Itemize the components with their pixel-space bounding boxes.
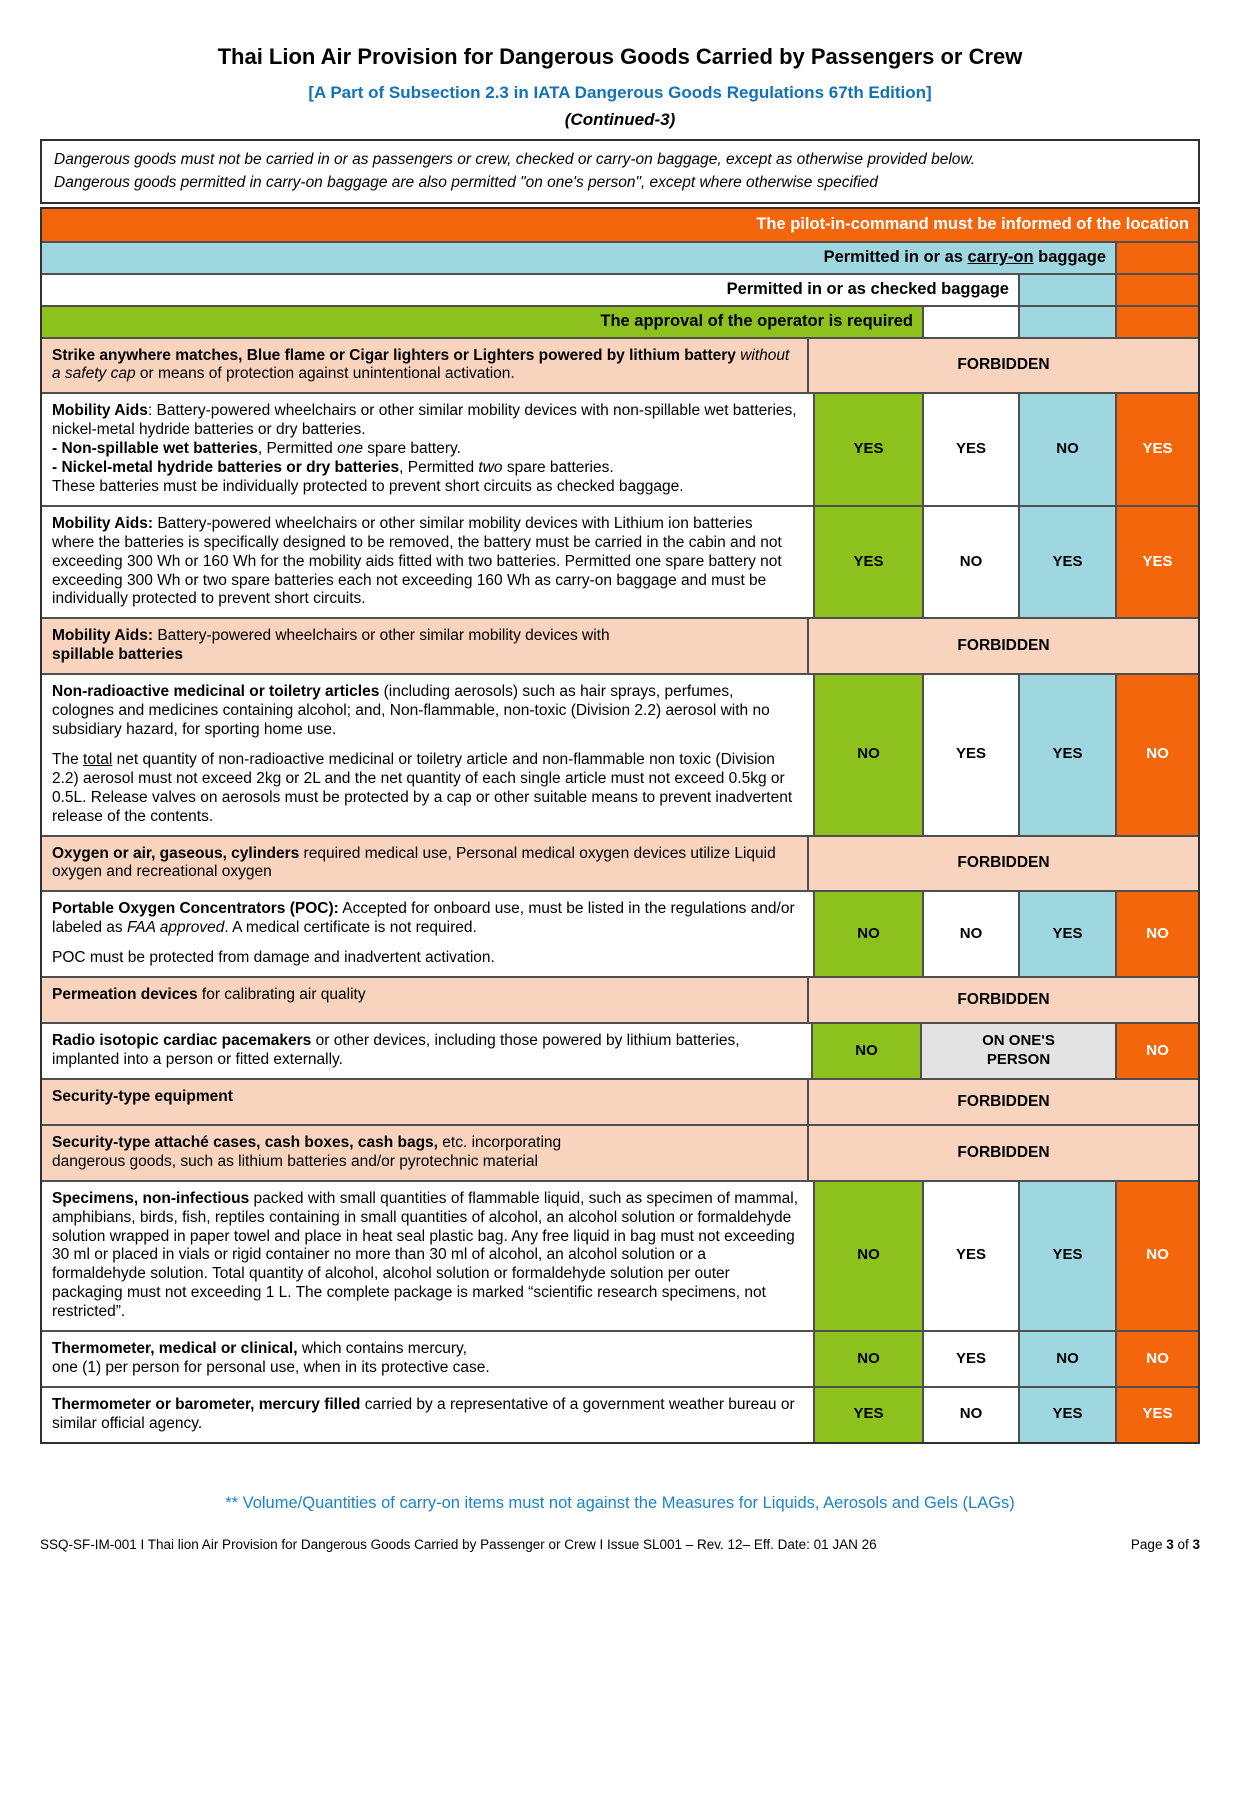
row-description-text: , Permitted	[257, 440, 338, 458]
row-description-text: Radio isotopic cardiac pacemakers	[52, 1032, 312, 1050]
value-cell-plain	[922, 394, 1018, 505]
value-label: YES	[955, 440, 986, 458]
table-row	[42, 1330, 1198, 1386]
row-description-text: Security-type attaché cases, cash boxes, cash bags,	[52, 1133, 438, 1151]
intro-note-box	[40, 139, 1200, 204]
footer-page-text: Page	[1130, 1536, 1167, 1552]
value-cell-plain	[922, 892, 1018, 976]
row-description	[42, 1080, 807, 1124]
row-description	[42, 619, 807, 673]
table-row	[42, 835, 1198, 891]
value-cell-orange	[1115, 394, 1198, 505]
row-description-text: Battery-powered wheelchairs or other similar mobility devices with	[153, 627, 610, 645]
row-description-text: dangerous goods, such as lithium batteries and/or pyrotechnic material	[52, 1152, 538, 1170]
value-label: NO	[857, 1349, 880, 1367]
row-description-text: The	[52, 750, 84, 768]
footer-page-text: 3	[1192, 1536, 1200, 1552]
row-description	[42, 339, 807, 393]
value-cell-plain	[922, 507, 1018, 618]
row-description-text: : Battery-powered wheelchairs or other similar mobility devices with non-spillable wet batteries, nickel-metal hydride batteries or dry batteries.	[52, 402, 797, 439]
header-bar-blue	[42, 243, 1115, 273]
row-description-text: Mobility Aids:	[52, 627, 154, 645]
document-page	[0, 44, 1241, 1799]
value-label: YES	[955, 1246, 986, 1264]
row-description-text: FAA approved	[126, 919, 225, 937]
row-description	[42, 837, 807, 891]
row-description-paragraph	[52, 402, 799, 497]
header-bar-blue-text: Permitted in or as	[823, 248, 968, 266]
row-description-text: one (1) per person for personal use, when in its protective case.	[52, 1358, 490, 1376]
row-description	[42, 1024, 811, 1078]
value-cell-green	[813, 892, 922, 976]
row-description-text: POC must be protected from damage and inadvertent activation.	[52, 949, 495, 967]
row-description-text: Thermometer, medical or clinical,	[52, 1340, 298, 1358]
row-description-paragraph	[52, 627, 793, 665]
forbidden-cell	[807, 339, 1198, 393]
table-row	[42, 392, 1198, 505]
footer-page-text: 3	[1166, 1536, 1174, 1552]
forbidden-label: FORBIDDEN	[957, 637, 1050, 655]
row-description-text: Battery-powered wheelchairs or other similar mobility devices with Lithium ion batteries where the batteries is specifically designed to be removed, the battery must be carried in the cabin and not exceeding 300 Wh or 160 Wh for the mobility aids fitted with two batteries. Permitted one spare battery not exceeding 300 Wh or two spare batteries each not exceeding 160 Wh as carry-on baggage and must be individually protected to prevent short circuits.	[52, 514, 782, 608]
value-label: YES	[1142, 1405, 1173, 1423]
header-bar-plain	[42, 275, 1018, 305]
footer-page-text: of	[1173, 1536, 1193, 1552]
value-label: YES	[853, 552, 884, 570]
intro-note-line-2: Dangerous goods permitted in carry-on baggage are also permitted "on one's person", except where otherwise specified	[54, 174, 878, 192]
table-rows	[42, 337, 1198, 1442]
value-label: YES	[1052, 745, 1083, 763]
value-label: YES	[853, 440, 884, 458]
row-description-text: without a safety cap	[52, 346, 790, 383]
value-cell-blue	[1018, 1332, 1115, 1386]
row-description-text: Accepted for onboard use, must be listed in the regulations and/or labeled as	[52, 900, 795, 937]
value-label: NO	[959, 924, 983, 942]
forbidden-cell	[807, 837, 1198, 891]
row-description-text: Non-radioactive medicinal or toiletry articles	[52, 683, 380, 701]
header-bar-green-text: The approval of the operator is required	[600, 312, 913, 330]
row-description-paragraph	[52, 1396, 799, 1434]
row-description-paragraph	[52, 986, 793, 1005]
footer-document-id: SSQ-SF-IM-001 I Thai lion Air Provision for Dangerous Goods Carried by Passenger or Crew I Issue SL001 – Rev. 12– Eff. Date: 01 JAN 26	[40, 1536, 877, 1552]
value-label: NO	[1146, 1041, 1169, 1059]
row-description-text: carried by a representative of a government weather bureau or similar official agency.	[52, 1395, 795, 1432]
value-label: NO	[857, 745, 880, 763]
footer-page-paragraph	[1131, 1537, 1200, 1552]
row-description-text: Specimens, non-infectious	[52, 1189, 250, 1207]
row-description-text: Thermometer or barometer, mercury filled	[52, 1395, 361, 1413]
row-description	[42, 1332, 813, 1386]
header-bar-blue-text: baggage	[1033, 248, 1106, 266]
row-description-paragraph	[52, 1190, 799, 1322]
table-header-staircase	[42, 209, 1198, 337]
value-cell-green	[813, 1182, 922, 1330]
row-description-text: spare batteries.	[502, 459, 614, 477]
value-cell-green	[811, 1024, 920, 1078]
value-cell-plain	[922, 1332, 1018, 1386]
table-row	[42, 1078, 1198, 1124]
header-bar-green-paragraph	[600, 312, 913, 331]
forbidden-label: FORBIDDEN	[957, 991, 1050, 1009]
forbidden-cell	[807, 978, 1198, 1022]
dangerous-goods-table	[40, 207, 1200, 1444]
header-column-blue	[1018, 275, 1115, 305]
forbidden-label: FORBIDDEN	[957, 854, 1050, 872]
value-cell-orange	[1115, 892, 1198, 976]
lags-footnote: ** Volume/Quantities of carry-on items must not against the Measures for Liquids, Aerosols and Gels (LAGs)	[225, 1493, 1015, 1512]
row-description-paragraph	[52, 900, 799, 938]
table-row	[42, 505, 1198, 618]
row-description-text: packed with small quantities of flammable liquid, such as specimen of mammal, amphibians, birds, fish, reptiles containing in small quantities of alcohol, an alcohol solution or formaldehyde solution wrapped in paper towel and place in heat seal plastic bag. Any free liquid in bag must not exceeding 30 ml or placed in vials or rigid container no more than 30 ml of alcohol, an alcohol solution or a formaldehyde solution. Total quantity of alcohol, alcohol solution or formaldehyde solution per outer packaging must not exceeding 1 L. The complete package is marked “scientific research specimens, not restricted”.	[52, 1189, 799, 1321]
row-description-text: (including aerosols) such as hair sprays, perfumes, colognes and medicines containing alcohol; and, Non-flammable, non-toxic (Division 2.2) aerosol with no subsidiary hazard, for sporting home use.	[52, 683, 770, 738]
value-label: NO	[1056, 440, 1079, 458]
value-cell-blue	[1018, 892, 1115, 976]
row-description	[42, 1126, 807, 1180]
table-row	[42, 1386, 1198, 1442]
row-description-text: etc. incorporating	[437, 1133, 562, 1151]
value-cell-orange	[1115, 1332, 1198, 1386]
row-description-paragraph	[52, 949, 799, 968]
header-bar-blue-text: carry-on	[967, 248, 1034, 266]
value-label: NO	[1146, 1246, 1169, 1264]
row-description-text: spare battery.	[362, 440, 461, 458]
value-label: NO	[959, 1405, 983, 1423]
page-footer	[40, 1537, 1200, 1552]
intro-note-line-1: Dangerous goods must not be carried in or as passengers or crew, checked or carry-on baggage, except as otherwise provided below.	[54, 151, 976, 168]
value-cell-plain	[922, 1388, 1018, 1442]
row-description-paragraph	[52, 845, 793, 883]
value-cell-orange	[1115, 1388, 1198, 1442]
header-bar-plain-paragraph	[727, 280, 1009, 299]
row-description-paragraph	[52, 751, 799, 827]
row-description	[42, 1388, 813, 1442]
value-label: YES	[1142, 552, 1173, 570]
header-bar-blue-paragraph	[824, 248, 1106, 267]
row-description-paragraph	[52, 1088, 793, 1107]
value-label: YES	[1052, 924, 1083, 942]
row-description-text: Permeation devices	[52, 986, 198, 1004]
header-row	[42, 209, 1198, 241]
row-description-paragraph	[52, 1134, 793, 1172]
value-cell-blue	[1018, 394, 1115, 505]
row-description-text: for calibrating air quality	[197, 986, 366, 1004]
row-description-text: one	[337, 440, 363, 458]
value-cell-green	[813, 507, 922, 618]
row-description-paragraph	[52, 347, 793, 385]
row-description-text: , Permitted	[399, 459, 479, 477]
value-cell-blue	[1018, 1388, 1115, 1442]
row-description	[42, 394, 813, 505]
row-description-text: spillable batteries	[52, 646, 183, 664]
table-row	[42, 617, 1198, 673]
value-cell-plain	[922, 1182, 1018, 1330]
value-label: YES	[1142, 440, 1173, 458]
row-description	[42, 1182, 813, 1330]
value-cell-orange	[1115, 1024, 1198, 1078]
row-description-text: Strike anywhere matches, Blue flame or Cigar lighters or Lighters powered by lithium battery	[52, 346, 741, 364]
value-label: NO	[1056, 1349, 1079, 1367]
header-bar-orange	[42, 209, 1198, 241]
value-cell-blue	[1018, 507, 1115, 618]
value-label: YES	[955, 1349, 986, 1367]
row-description	[42, 507, 813, 618]
value-label: YES	[1052, 1405, 1083, 1423]
forbidden-label: FORBIDDEN	[957, 1143, 1050, 1161]
value-label: YES	[1052, 552, 1083, 570]
value-label: NO	[1146, 924, 1169, 942]
table-row	[42, 890, 1198, 976]
page-title: Thai Lion Air Provision for Dangerous Goods Carried by Passengers or Crew	[217, 44, 1023, 69]
value-cell-orange	[1115, 1182, 1198, 1330]
row-description-paragraph	[52, 1032, 797, 1070]
value-cell-green	[813, 1388, 922, 1442]
row-description	[42, 892, 813, 976]
value-cell-orange	[1115, 675, 1198, 834]
row-description-text: Portable Oxygen Concentrators (POC):	[52, 900, 339, 918]
table-row	[42, 976, 1198, 1022]
table-row	[42, 673, 1198, 834]
row-description-text: total	[83, 750, 113, 768]
on-ones-person-text: ON ONE'S	[982, 1032, 1055, 1050]
forbidden-label: FORBIDDEN	[957, 1092, 1050, 1110]
header-row	[42, 273, 1198, 305]
table-row	[42, 1124, 1198, 1180]
row-description-text: Mobility Aids	[52, 402, 148, 420]
row-description-text: . A medical certificate is not required.	[224, 919, 477, 937]
value-label: NO	[1146, 745, 1169, 763]
row-description-text: or means of protection against unintentional activation.	[135, 365, 515, 383]
on-ones-person-text: PERSON	[986, 1050, 1051, 1068]
table-row	[42, 337, 1198, 393]
footer-page-number	[1131, 1537, 1200, 1552]
row-description-paragraph	[52, 1340, 799, 1378]
value-cell-green	[813, 675, 922, 834]
row-description-text: - Nickel-metal hydride batteries or dry batteries	[52, 459, 400, 477]
header-bar-orange-text: The pilot-in-command must be informed of the location	[756, 215, 1189, 233]
value-cell-plain	[922, 675, 1018, 834]
row-description-text: or other devices, including those powered by lithium batteries, implanted into a person or fitted externally.	[52, 1032, 740, 1068]
on-ones-person-paragraph	[982, 1032, 1055, 1070]
header-row	[42, 305, 1198, 337]
row-description	[42, 675, 813, 834]
row-description-text: which contains mercury,	[297, 1340, 467, 1358]
table-row	[42, 1022, 1198, 1078]
row-description	[42, 978, 807, 1022]
row-description-paragraph	[52, 515, 799, 610]
value-label: YES	[955, 745, 986, 763]
forbidden-cell	[807, 619, 1198, 673]
header-bar-green	[42, 307, 922, 337]
value-label: NO	[1146, 1349, 1169, 1367]
row-description-text: Mobility Aids:	[52, 514, 154, 532]
value-cell-orange	[1115, 507, 1198, 618]
forbidden-label: FORBIDDEN	[957, 356, 1050, 374]
value-cell-blue	[1018, 1182, 1115, 1330]
forbidden-cell	[807, 1126, 1198, 1180]
header-column-plain	[922, 307, 1018, 337]
forbidden-cell	[807, 1080, 1198, 1124]
header-column-orange	[1115, 275, 1198, 305]
table-row	[42, 1180, 1198, 1330]
value-cell-blue	[1018, 675, 1115, 834]
row-description-text: two	[478, 459, 503, 477]
header-column-blue	[1018, 307, 1115, 337]
row-description-text: net quantity of non-radioactive medicinal or toiletry article and non-flammable non toxic (Division 2.2) aerosol must not exceed 2kg or 2L and the net quantity of each single article must not exceed 0.5kg or 0.5L. Release valves on aerosols must be protected by a cap or other suitable means to prevent inadvertent release of the contents.	[52, 750, 793, 825]
row-description-text: Oxygen or air, gaseous, cylinders	[52, 844, 300, 862]
row-description-text: These batteries must be individually protected to prevent short circuits as checked baggage.	[52, 477, 684, 495]
on-ones-person-cell	[920, 1024, 1115, 1078]
value-label: NO	[855, 1041, 878, 1059]
value-label: YES	[853, 1405, 884, 1423]
row-description-text: required medical use, Personal medical oxygen devices utilize Liquid oxygen and recreational oxygen	[52, 844, 776, 881]
value-label: NO	[857, 1246, 880, 1264]
value-label: YES	[1052, 1246, 1083, 1264]
row-description-paragraph	[52, 683, 799, 740]
value-label: NO	[857, 924, 880, 942]
continued-label: (Continued-3)	[564, 110, 676, 129]
header-column-orange	[1115, 243, 1198, 273]
header-column-orange	[1115, 307, 1198, 337]
header-row	[42, 241, 1198, 273]
value-cell-green	[813, 1332, 922, 1386]
header-bar-orange-paragraph	[756, 215, 1189, 234]
row-description-text: - Non-spillable wet batteries	[52, 440, 258, 458]
page-subtitle: [A Part of Subsection 2.3 in IATA Dangerous Goods Regulations 67th Edition]	[308, 83, 932, 102]
header-bar-plain-text: Permitted in or as checked baggage	[726, 280, 1009, 298]
value-cell-green	[813, 394, 922, 505]
value-label: NO	[959, 552, 983, 570]
row-description-text: Security-type equipment	[52, 1087, 233, 1105]
page	[0, 44, 1241, 1552]
